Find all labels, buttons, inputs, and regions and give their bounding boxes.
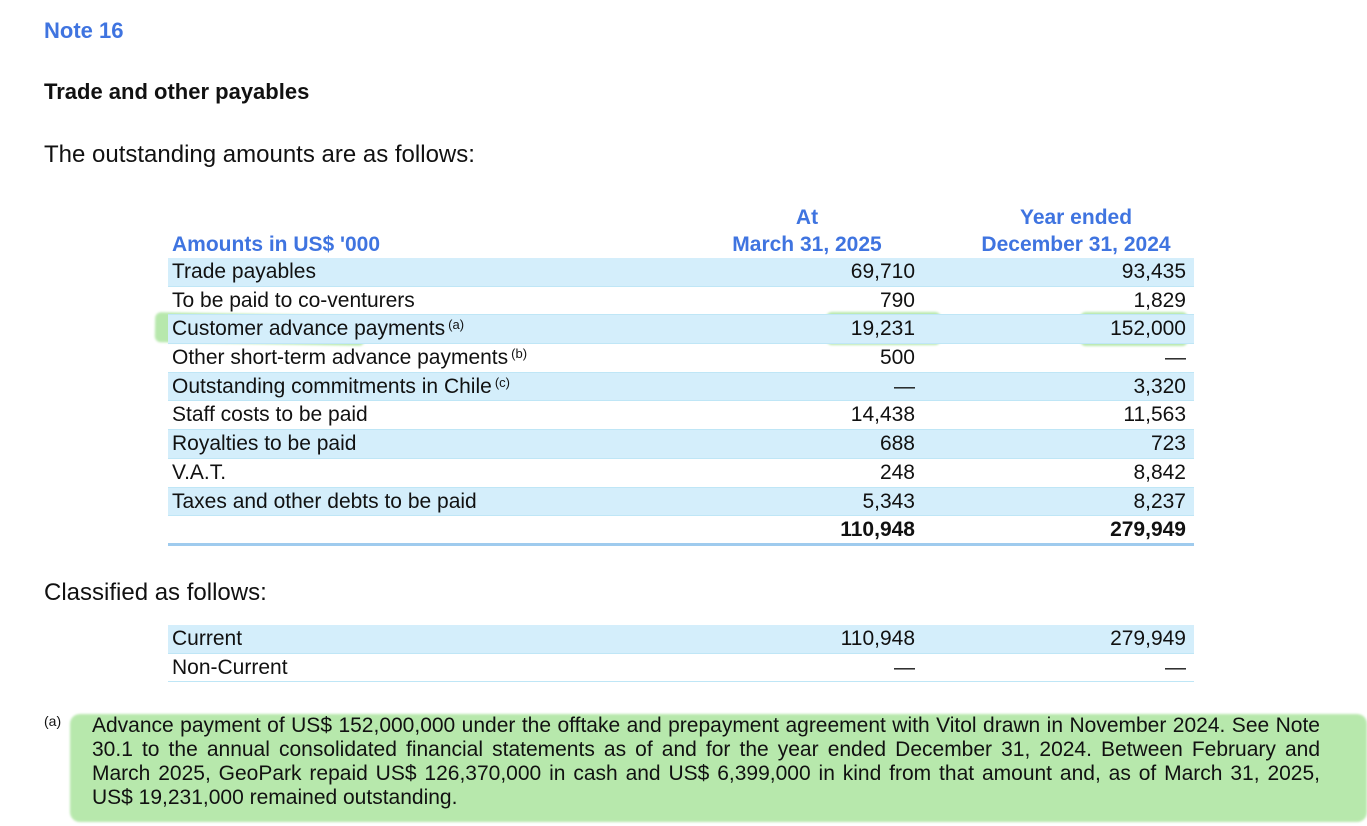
row-label: Staff costs to be paid xyxy=(172,403,368,427)
row-value-2024: 3,320 xyxy=(1133,374,1186,398)
table-row xyxy=(168,488,1194,517)
table-row xyxy=(168,401,1194,430)
row-value-2024: 723 xyxy=(1150,432,1186,456)
total-row xyxy=(168,516,1194,545)
intro-text: The outstanding amounts are as follows: xyxy=(44,141,475,168)
row-label: Royalties to be paid xyxy=(172,432,357,456)
row-label: Other short-term advance payments $^{(b)}$ xyxy=(172,346,528,370)
row-value-2024: 8,237 xyxy=(1133,489,1186,513)
row-value-2024: 93,435 xyxy=(1121,260,1186,283)
total-value-2025: 110,948 xyxy=(840,518,915,542)
classification-table xyxy=(168,625,1194,682)
row-value-2025: 688 xyxy=(879,432,915,456)
row-value-2025: 110,948 xyxy=(840,627,915,650)
row-value-2024: 1,829 xyxy=(1133,288,1186,312)
row-value-2024: 11,563 xyxy=(1123,403,1186,427)
note-title: Note 16 xyxy=(44,18,124,43)
row-label: Outstanding commitments in Chile $^{(c)}$ xyxy=(172,374,510,398)
table-row xyxy=(168,287,1194,316)
row-value-2025: 69,710 xyxy=(850,260,915,283)
table-row xyxy=(168,654,1194,683)
payables-table xyxy=(168,258,1194,545)
total-value-2024: 279,949 xyxy=(1110,518,1186,542)
row-value-2025: 248 xyxy=(879,460,915,484)
row-value-2024: 152,000 xyxy=(1110,317,1186,341)
row-label: Current xyxy=(172,627,243,650)
col1-header-line1: At xyxy=(795,206,819,229)
row-label: To be paid to co-venturers xyxy=(172,288,415,312)
footnote-text: Advance payment of US$ 152,000,000 under the offtake and prepayment agreement with Vitol drawn in November 2024. See Note 30.1 to the annual consolidated financial statements as of and for the year ended December 31, 2024. Between February and March 2025, GeoPark repaid US$ 126,370,000 in cash and US$ 6,399,000 in kind from that amount and, as of March 31, 2025, US$ 19,231,000 remained outstanding. xyxy=(92,714,1320,809)
table-row xyxy=(168,315,1194,344)
table-header-label: Amounts in US$ '000 xyxy=(172,233,381,256)
row-value-2025: 500 xyxy=(879,346,915,370)
row-value-2025: — xyxy=(894,655,915,679)
row-value-2025: 14,438 xyxy=(850,403,915,427)
row-label: V.A.T. xyxy=(172,460,227,484)
table-row xyxy=(168,344,1194,373)
total-underline xyxy=(168,543,1194,546)
row-value-2024: — xyxy=(1165,655,1186,679)
row-value-2025: 5,343 xyxy=(862,489,915,513)
classified-title: Classified as follows: xyxy=(44,579,267,606)
row-value-2025: 790 xyxy=(879,288,915,312)
row-label: Taxes and other debts to be paid xyxy=(172,489,477,513)
col2-header-line1: Year ended xyxy=(1019,206,1133,229)
row-value-2024: — xyxy=(1165,346,1186,370)
row-value-2024: 279,949 xyxy=(1110,627,1186,650)
row-value-2024: 8,842 xyxy=(1133,460,1186,484)
row-value-2025: 19,231 xyxy=(850,317,915,341)
table-row xyxy=(168,430,1194,459)
row-label: Non-Current xyxy=(172,655,288,679)
section-title: Trade and other payables xyxy=(44,79,310,104)
col2-header-line2: December 31, 2024 xyxy=(981,233,1171,256)
row-value-2025: — xyxy=(894,374,915,398)
row-label: Trade payables xyxy=(172,260,316,283)
table-row xyxy=(168,625,1194,654)
table-row xyxy=(168,373,1194,402)
table-row xyxy=(168,459,1194,488)
row-label: Customer advance payments $^{(a)}$ xyxy=(172,317,465,341)
col1-header-line2: March 31, 2025 xyxy=(732,233,882,256)
footnote-mark: (a) xyxy=(44,713,62,729)
table-row xyxy=(168,258,1194,287)
